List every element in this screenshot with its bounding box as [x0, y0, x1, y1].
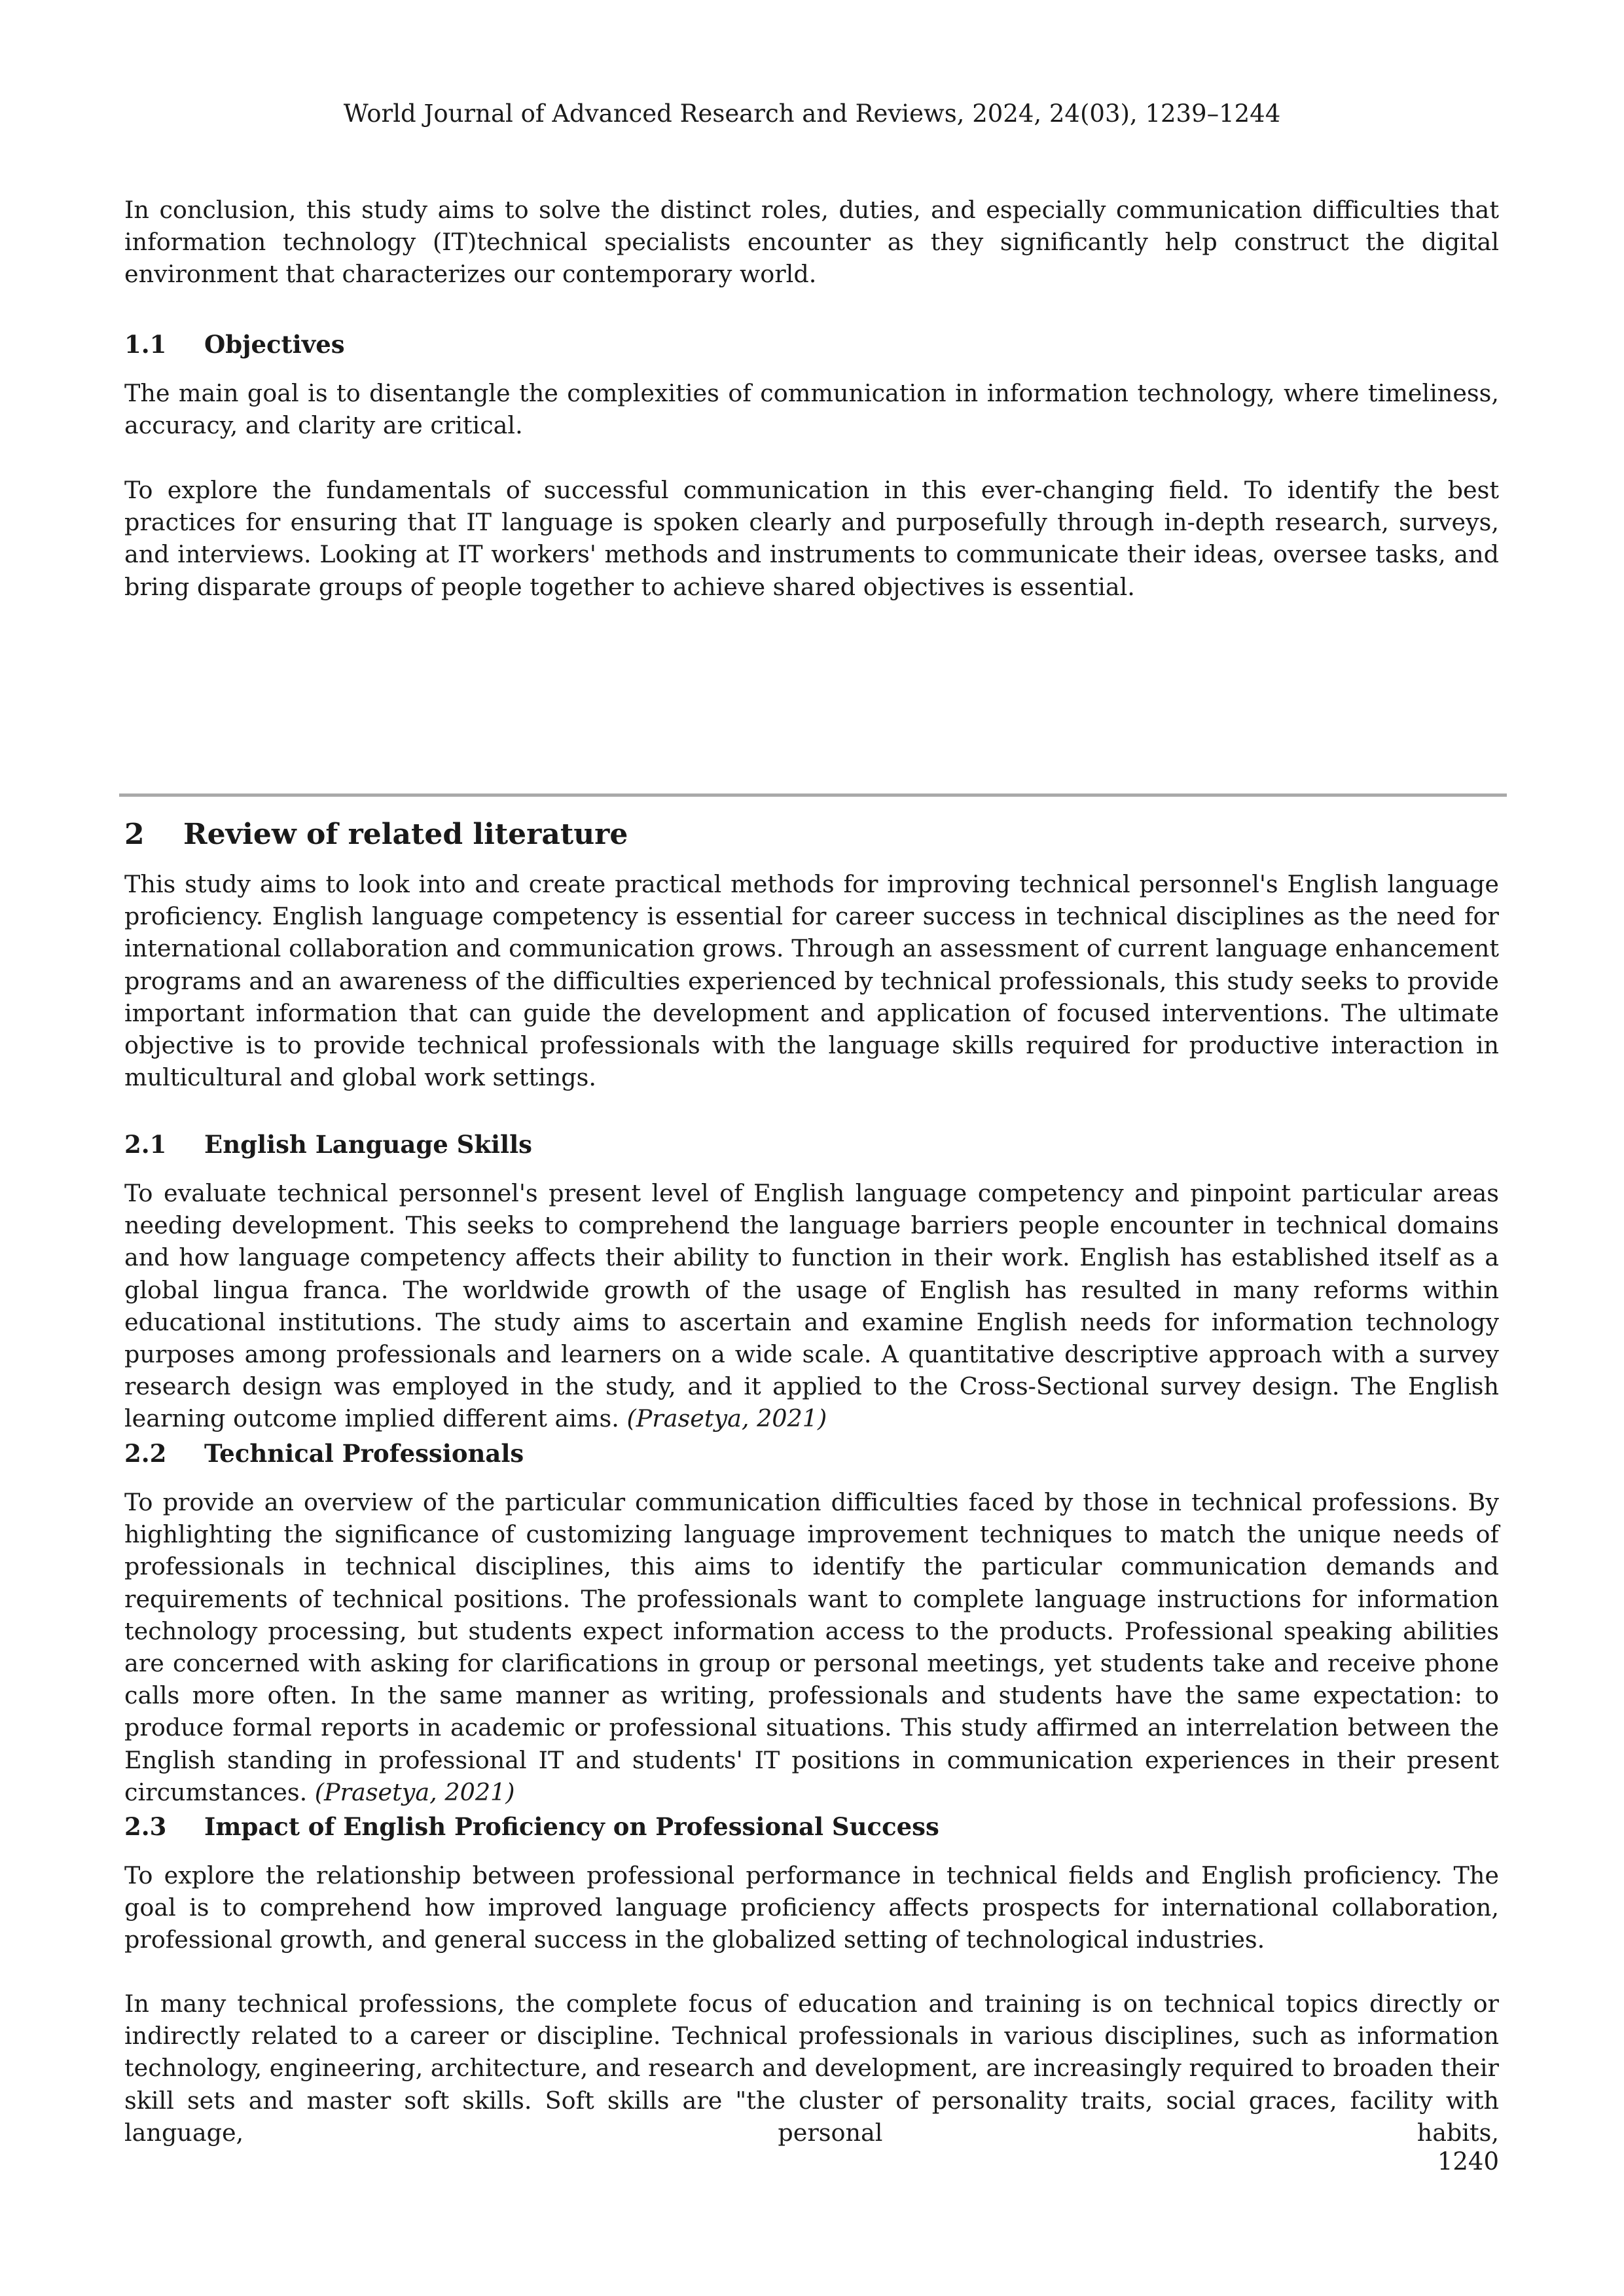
- conclusion-paragraph: In conclusion, this study aims to solve the distinct roles, duties, and especially communication difficulties that information technology (IT)technical specialists encounter as they significantly help construct the digital environment that characterizes our contemporary world.: [124, 196, 1499, 289]
- section-title: Technical Professionals: [204, 1439, 524, 1468]
- section-2-heading: [124, 816, 1499, 853]
- section-1-1-heading: [124, 329, 1499, 360]
- page-number: 1240: [1437, 2147, 1499, 2176]
- section-1-1-paragraph-1: [124, 377, 1499, 441]
- paragraph: This study aims to look into and create practical methods for improving technical personnel's English language proficiency. English language competency is essential for career success in technical disciplines as the need for international collaboration and communication grows. Through an assessment of current language enhancement programs and an awareness of the difficulties experienced by technical professionals, this study seeks to provide important information that can guide the development and application of focused interventions. The ultimate objective is to provide technical professionals with the language skills required for productive interaction in multicultural and global work settings.: [124, 870, 1499, 1092]
- section-number: 2: [124, 818, 145, 851]
- section-title: Review of related literature: [183, 818, 628, 851]
- section-1-1-paragraph-2: [124, 474, 1499, 603]
- paragraph-text: To provide an overview of the particular communication difficulties faced by those in technical professions. By highlighting the significance of customizing language improvement techniques to match the unique needs of professionals in technical disciplines, this aims to identify the particular communication demands and requirements of technical positions. The professionals want to complete language instructions for information technology processing, but students expect information access to the products. Professional speaking abilities are concerned with asking for clarifications in group or personal meetings, yet students take and receive phone calls more often. In the same manner as writing, professionals and students have the same expectation: to produce formal reports in academic or professional situations. This study affirmed an interrelation between the English standing in professional IT and students' IT positions in communication experiences in their present circumstances.: [124, 1488, 1499, 1806]
- running-header: World Journal of Advanced Research and Reviews, 2024, 24(03), 1239–1244: [343, 100, 1281, 128]
- section-2-3-paragraph-1: [124, 1859, 1499, 1956]
- section-2-3-paragraph-2: [124, 1988, 1499, 2149]
- section-title: Objectives: [204, 330, 345, 359]
- section-title: English Language Skills: [204, 1130, 532, 1159]
- intro-section: [124, 194, 1499, 291]
- section-title: Impact of English Proficiency on Professional Success: [204, 1812, 939, 1841]
- section-number: 2.2: [124, 1439, 167, 1468]
- section-number: 2.3: [124, 1812, 167, 1841]
- citation: (Prasetya, 2021): [314, 1777, 515, 1806]
- section-2-2-heading: [124, 1438, 1499, 1469]
- paragraph: [124, 1177, 1499, 1435]
- section-2-1-heading: [124, 1129, 1499, 1160]
- paragraph: To explore the relationship between professional performance in technical fields and English proficiency. The goal is to comprehend how improved language proficiency affects prospects for international collaboration, professional growth, and general success in the globalized setting of technological industries.: [124, 1861, 1499, 1954]
- section-2-2-paragraph-1: [124, 1486, 1499, 1808]
- section-2-3-heading: [124, 1811, 1499, 1842]
- citation: (Prasetya, 2021): [626, 1404, 827, 1433]
- section-number: 2.1: [124, 1130, 167, 1159]
- section-divider: [119, 793, 1507, 797]
- paragraph-text: To evaluate technical personnel's present level of English language competency and pinpoint particular areas needing development. This seeks to comprehend the language barriers people encounter in technical domains and how language competency affects their ability to function in their work. English has established itself as a global lingua franca. The worldwide growth of the usage of English has resulted in many reforms within educational institutions. The study aims to ascertain and examine English needs for information technology purposes among professionals and learners on a wide scale. A quantitative descriptive approach with a survey research design was employed in the study, and it applied to the Cross-Sectional survey design. The English learning outcome implied different aims.: [124, 1179, 1499, 1433]
- paragraph: The main goal is to disentangle the complexities of communication in information technology, where timeliness, accuracy, and clarity are critical.: [124, 379, 1499, 440]
- section-number: 1.1: [124, 330, 167, 359]
- section-2-1-paragraph-1: [124, 1177, 1499, 1435]
- paragraph: In many technical professions, the complete focus of education and training is on technical topics directly or indirectly related to a career or discipline. Technical professionals in various disciplines, such as information technology, engineering, architecture, and research and development, are increasingly required to broaden their skill sets and master soft skills. Soft skills are "the cluster of personality traits, social graces, facility with language, personal habits,: [124, 1990, 1499, 2147]
- paragraph: To explore the fundamentals of successful communication in this ever-changing field. To identify the best practices for ensuring that IT language is spoken clearly and purposefully through in-depth research, surveys, and interviews. Looking at IT workers' methods and instruments to communicate their ideas, oversee tasks, and bring disparate groups of people together to achieve shared objectives is essential.: [124, 476, 1499, 601]
- paragraph: [124, 1486, 1499, 1808]
- section-2-paragraph-1: [124, 868, 1499, 1093]
